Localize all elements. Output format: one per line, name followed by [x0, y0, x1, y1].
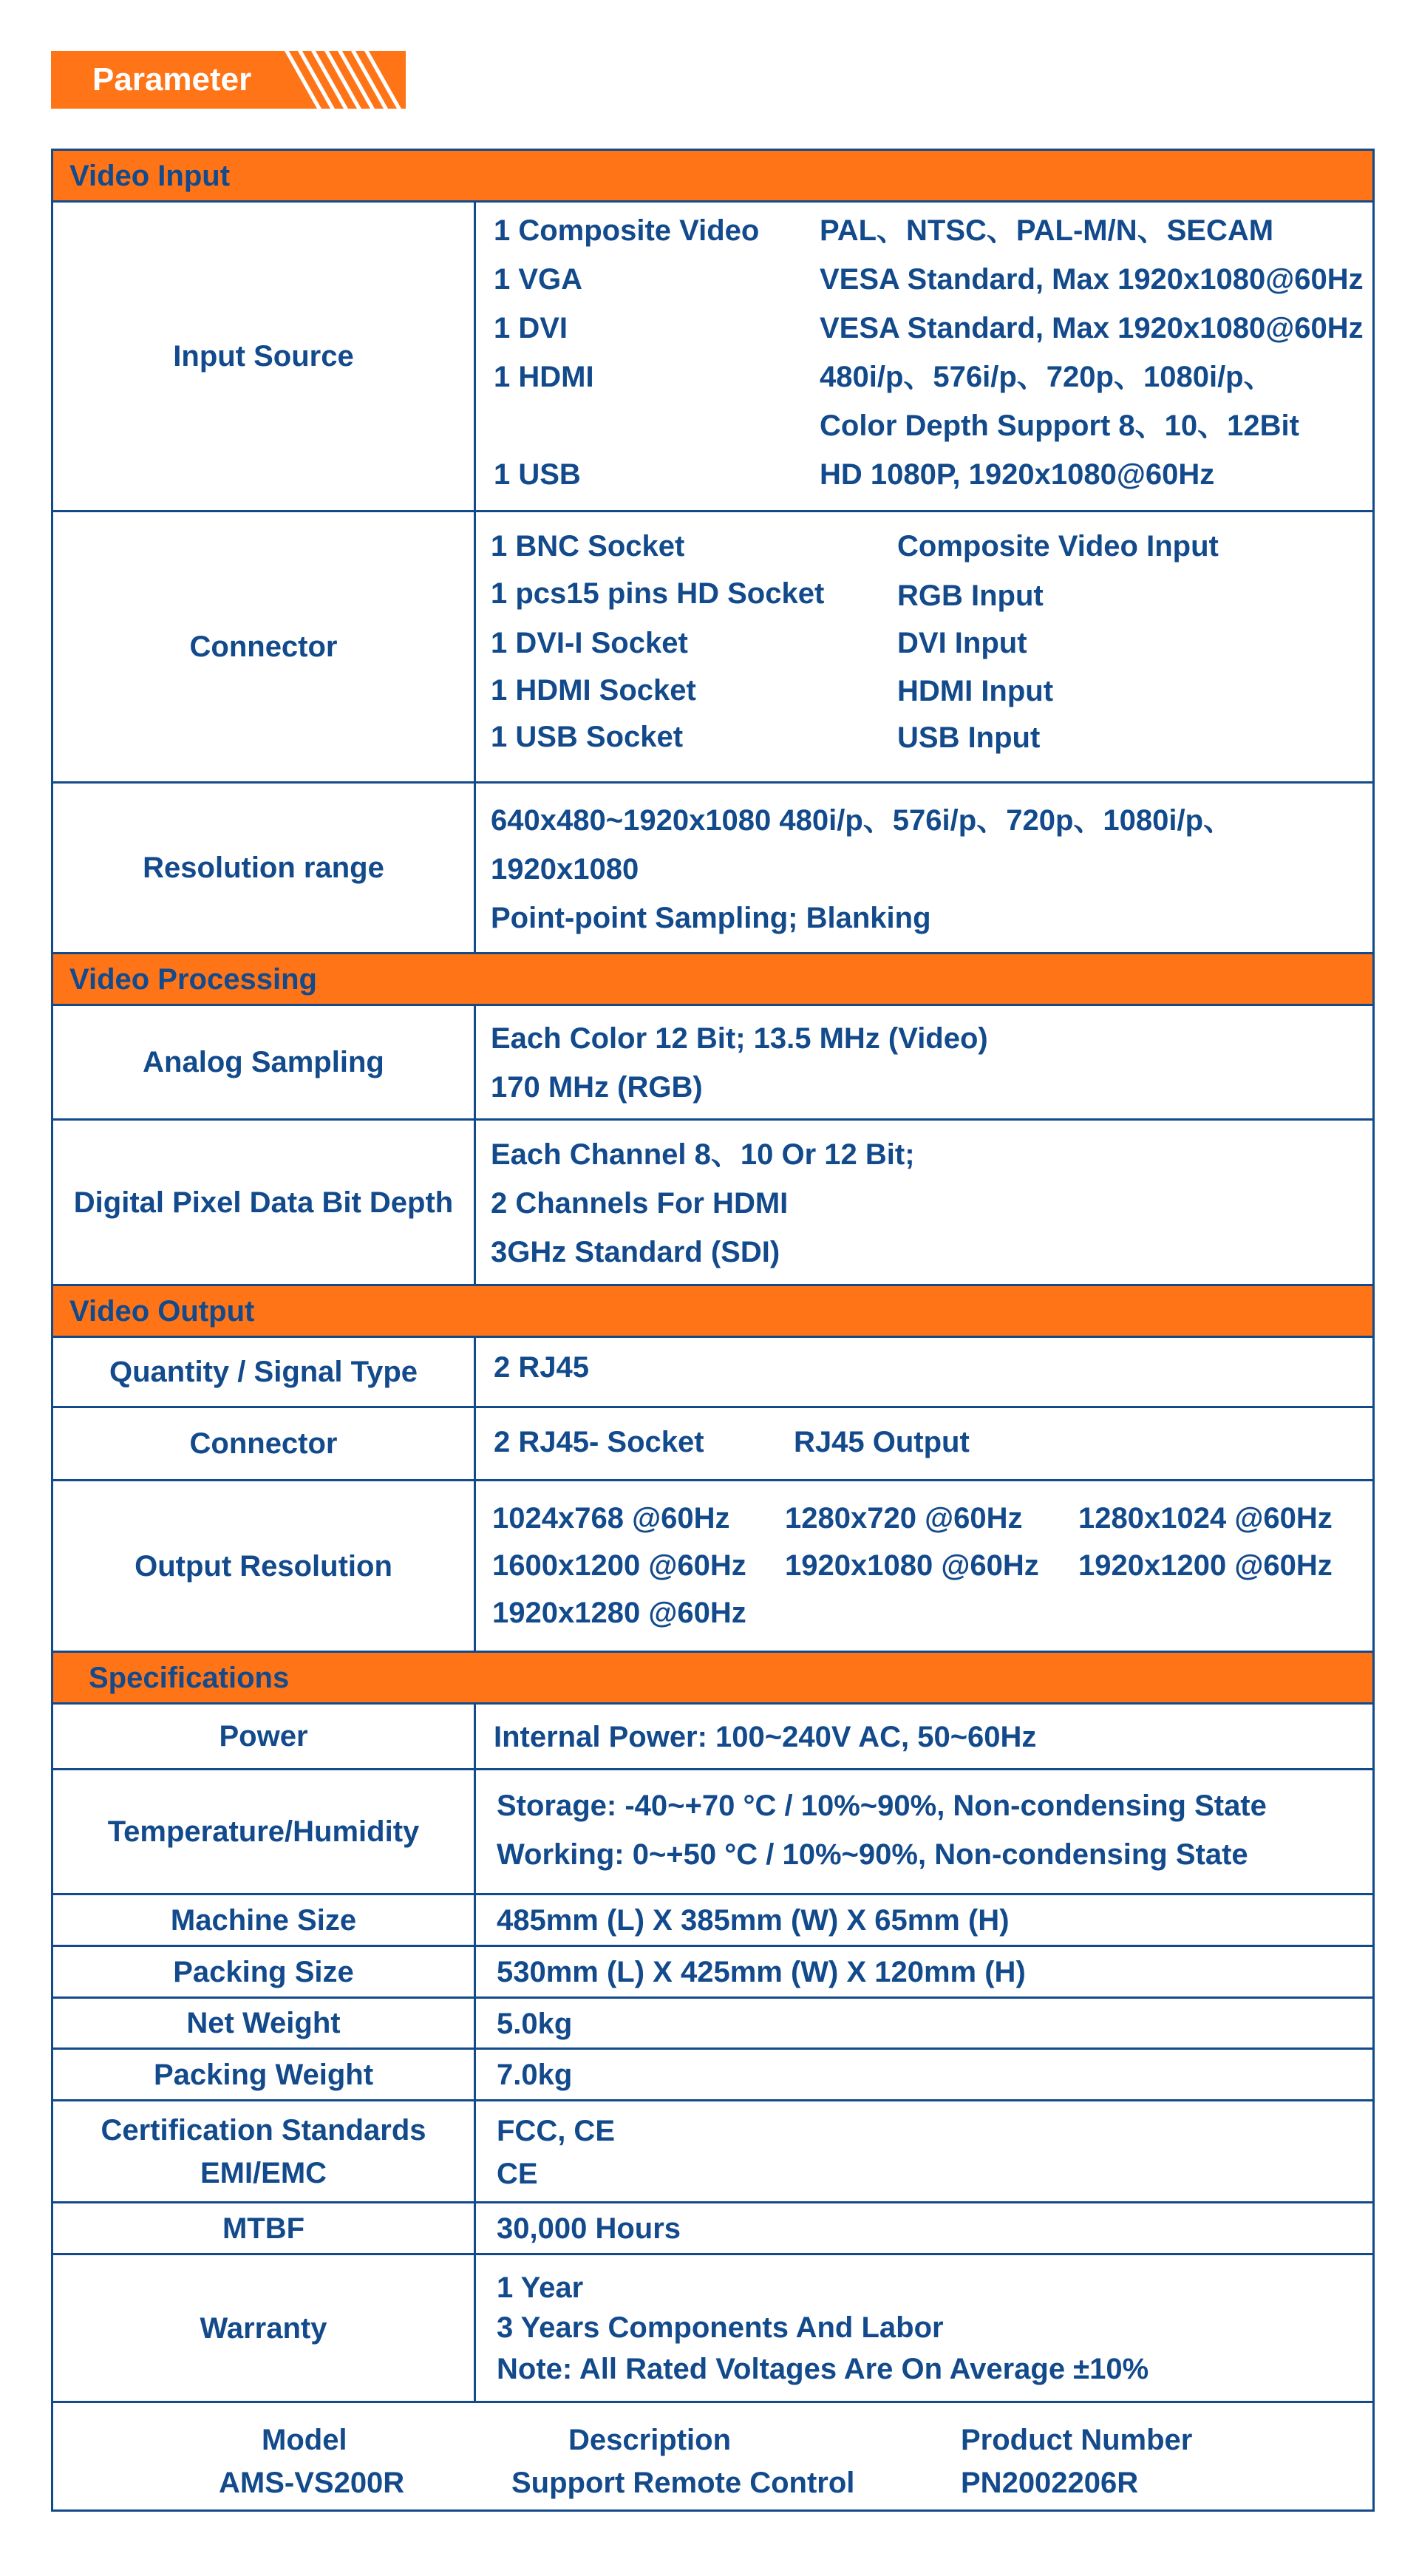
resolution-range-values: [476, 784, 1372, 952]
connector-socket: 1 HDMI Socket: [491, 674, 696, 707]
output-use: RJ45 Output: [794, 1426, 970, 1458]
parameter-table: [51, 149, 1375, 2512]
row-label: Temperature/Humidity: [53, 1770, 476, 1893]
parameter-header: [51, 51, 406, 109]
machine-size-value: 485mm (L) X 385mm (W) X 65mm (H): [497, 1904, 1010, 1937]
section-video-input: [53, 151, 1372, 203]
warranty-line: Note: All Rated Voltages Are On Average ±10%: [497, 2353, 1149, 2385]
row-analog-sampling: [53, 1006, 1372, 1121]
resolution-line: 640x480~1920x1080 480i/p、576i/p、720p、1080i/p、: [491, 804, 1233, 837]
input-count: 1 Composite Video: [494, 214, 760, 247]
power-value-cell: [476, 1705, 1372, 1768]
mtbf-cell: [476, 2203, 1372, 2253]
resolution-line: Point-point Sampling; Blanking: [491, 902, 931, 934]
connector-socket: 1 pcs15 pins HD Socket: [491, 577, 825, 610]
connector-socket: 1 DVI-I Socket: [491, 627, 688, 659]
product-number-value: PN2002206R: [961, 2467, 1139, 2499]
row-output-connector: [53, 1408, 1372, 1481]
mtbf-value: 30,000 Hours: [497, 2212, 681, 2245]
row-label: Output Resolution: [53, 1481, 476, 1651]
output-connector-values: [476, 1408, 1372, 1479]
connector-socket: 1 BNC Socket: [491, 530, 685, 563]
input-desc: 480i/p、576i/p、720p、1080i/p、: [820, 361, 1273, 393]
model-heading: Model: [262, 2424, 347, 2456]
row-label: Packing Size: [53, 1947, 476, 1996]
input-desc: VESA Standard, Max 1920x1080@60Hz: [820, 263, 1364, 296]
model-value: AMS-VS200R: [219, 2467, 405, 2499]
row-label: Connector: [53, 512, 476, 781]
input-count: 1 HDMI: [494, 361, 594, 393]
connector-use: Composite Video Input: [897, 530, 1219, 563]
certification-label: Certification Standards: [101, 2113, 426, 2147]
digital-line: 3GHz Standard (SDI): [491, 1236, 780, 1268]
machine-size-cell: [476, 1895, 1372, 1945]
description-heading: Description: [568, 2424, 732, 2456]
row-model-info: [53, 2403, 1372, 2512]
output-resolution-item: 1280x1024 @60Hz: [1078, 1502, 1333, 1535]
quantity-value-cell: [476, 1338, 1372, 1406]
connector-values: [476, 512, 1372, 781]
digital-line: Each Channel 8、10 Or 12 Bit;: [491, 1138, 915, 1171]
temperature-values: [476, 1770, 1372, 1893]
packing-size-cell: [476, 1947, 1372, 1996]
packing-weight-cell: [476, 2050, 1372, 2099]
row-label: Machine Size: [53, 1895, 476, 1945]
certification-value: FCC, CE: [497, 2115, 615, 2147]
row-input-connector: [53, 512, 1372, 784]
description-value: Support Remote Control: [511, 2467, 855, 2499]
input-count: 1 DVI: [494, 312, 568, 344]
row-label: Resolution range: [53, 784, 476, 952]
input-count: 1 USB: [494, 458, 581, 491]
warranty-line: 1 Year: [497, 2271, 584, 2304]
warranty-values: [476, 2255, 1372, 2401]
row-label: MTBF: [53, 2203, 476, 2253]
row-label: Quantity / Signal Type: [53, 1338, 476, 1406]
row-warranty: [53, 2255, 1372, 2403]
output-resolution-item: 1280x720 @60Hz: [785, 1502, 1023, 1535]
row-packing-weight: [53, 2050, 1372, 2101]
connector-socket: 1 USB Socket: [491, 721, 684, 753]
row-temperature-humidity: [53, 1770, 1372, 1895]
emi-emc-label: EMI/EMC: [200, 2156, 327, 2189]
certification-values: [476, 2101, 1372, 2201]
row-label: Analog Sampling: [53, 1006, 476, 1118]
output-resolution-item: 1920x1280 @60Hz: [492, 1597, 746, 1629]
section-title: Video Output: [69, 1295, 255, 1328]
row-output-resolution: [53, 1481, 1372, 1653]
row-packing-size: [53, 1947, 1372, 1999]
row-label: Connector: [53, 1408, 476, 1479]
power-value: Internal Power: 100~240V AC, 50~60Hz: [494, 1721, 1037, 1753]
output-socket: 2 RJ45- Socket: [494, 1426, 704, 1458]
row-label: Packing Weight: [53, 2050, 476, 2099]
input-count: 1 VGA: [494, 263, 583, 296]
certification-labels: [53, 2101, 476, 2201]
row-label: Digital Pixel Data Bit Depth: [53, 1121, 476, 1284]
row-resolution-range: [53, 784, 1372, 954]
digital-pixel-values: [476, 1121, 1372, 1284]
input-source-values: [476, 203, 1372, 510]
temperature-line: Storage: -40~+70 °C / 10%~90%, Non-condensing State: [497, 1790, 1267, 1822]
quantity-value: 2 RJ45: [494, 1351, 589, 1384]
row-net-weight: [53, 1999, 1372, 2050]
row-mtbf: [53, 2203, 1372, 2255]
row-label: Power: [53, 1705, 476, 1768]
digital-line: 2 Channels For HDMI: [491, 1187, 789, 1220]
row-power: [53, 1705, 1372, 1770]
connector-use: RGB Input: [897, 580, 1044, 612]
row-label: Input Source: [53, 203, 476, 510]
packing-weight-value: 7.0kg: [497, 2059, 573, 2091]
row-digital-pixel-depth: [53, 1121, 1372, 1286]
section-title: Video Input: [69, 160, 231, 192]
section-title: Video Processing: [69, 963, 317, 996]
output-resolution-values: [476, 1481, 1372, 1651]
input-desc: PAL、NTSC、PAL-M/N、SECAM: [820, 214, 1274, 247]
input-desc: VESA Standard, Max 1920x1080@60Hz: [820, 312, 1364, 344]
net-weight-value: 5.0kg: [497, 2008, 573, 2040]
packing-size-value: 530mm (L) X 425mm (W) X 120mm (H): [497, 1956, 1026, 1988]
section-video-processing: [53, 954, 1372, 1006]
input-desc: Color Depth Support 8、10、12Bit: [820, 409, 1299, 442]
temperature-line: Working: 0~+50 °C / 10%~90%, Non-condensing State: [497, 1838, 1248, 1871]
emi-emc-value: CE: [497, 2158, 538, 2190]
warranty-line: 3 Years Components And Labor: [497, 2311, 944, 2344]
connector-use: USB Input: [897, 721, 1041, 754]
input-desc: HD 1080P, 1920x1080@60Hz: [820, 458, 1215, 491]
section-title: Specifications: [89, 1662, 290, 1694]
output-resolution-item: 1600x1200 @60Hz: [492, 1549, 746, 1582]
connector-use: DVI Input: [897, 627, 1027, 659]
connector-use: HDMI Input: [897, 675, 1054, 707]
output-resolution-item: 1920x1080 @60Hz: [785, 1549, 1039, 1582]
output-resolution-item: 1920x1200 @60Hz: [1078, 1549, 1333, 1582]
product-number-heading: Product Number: [961, 2424, 1193, 2456]
row-input-source: [53, 203, 1372, 512]
analog-line: Each Color 12 Bit; 13.5 MHz (Video): [491, 1022, 988, 1055]
row-certification: [53, 2101, 1372, 2203]
section-specifications: [53, 1653, 1372, 1705]
row-machine-size: [53, 1895, 1372, 1947]
net-weight-cell: [476, 1999, 1372, 2047]
resolution-line: 1920x1080: [491, 853, 639, 886]
analog-sampling-values: [476, 1006, 1372, 1118]
row-label: Warranty: [53, 2255, 476, 2401]
section-video-output: [53, 1286, 1372, 1338]
row-label: Net Weight: [53, 1999, 476, 2047]
output-resolution-item: 1024x768 @60Hz: [492, 1502, 730, 1535]
header-title: Parameter: [92, 61, 252, 98]
row-quantity-signal: [53, 1338, 1372, 1408]
analog-line: 170 MHz (RGB): [491, 1071, 703, 1104]
